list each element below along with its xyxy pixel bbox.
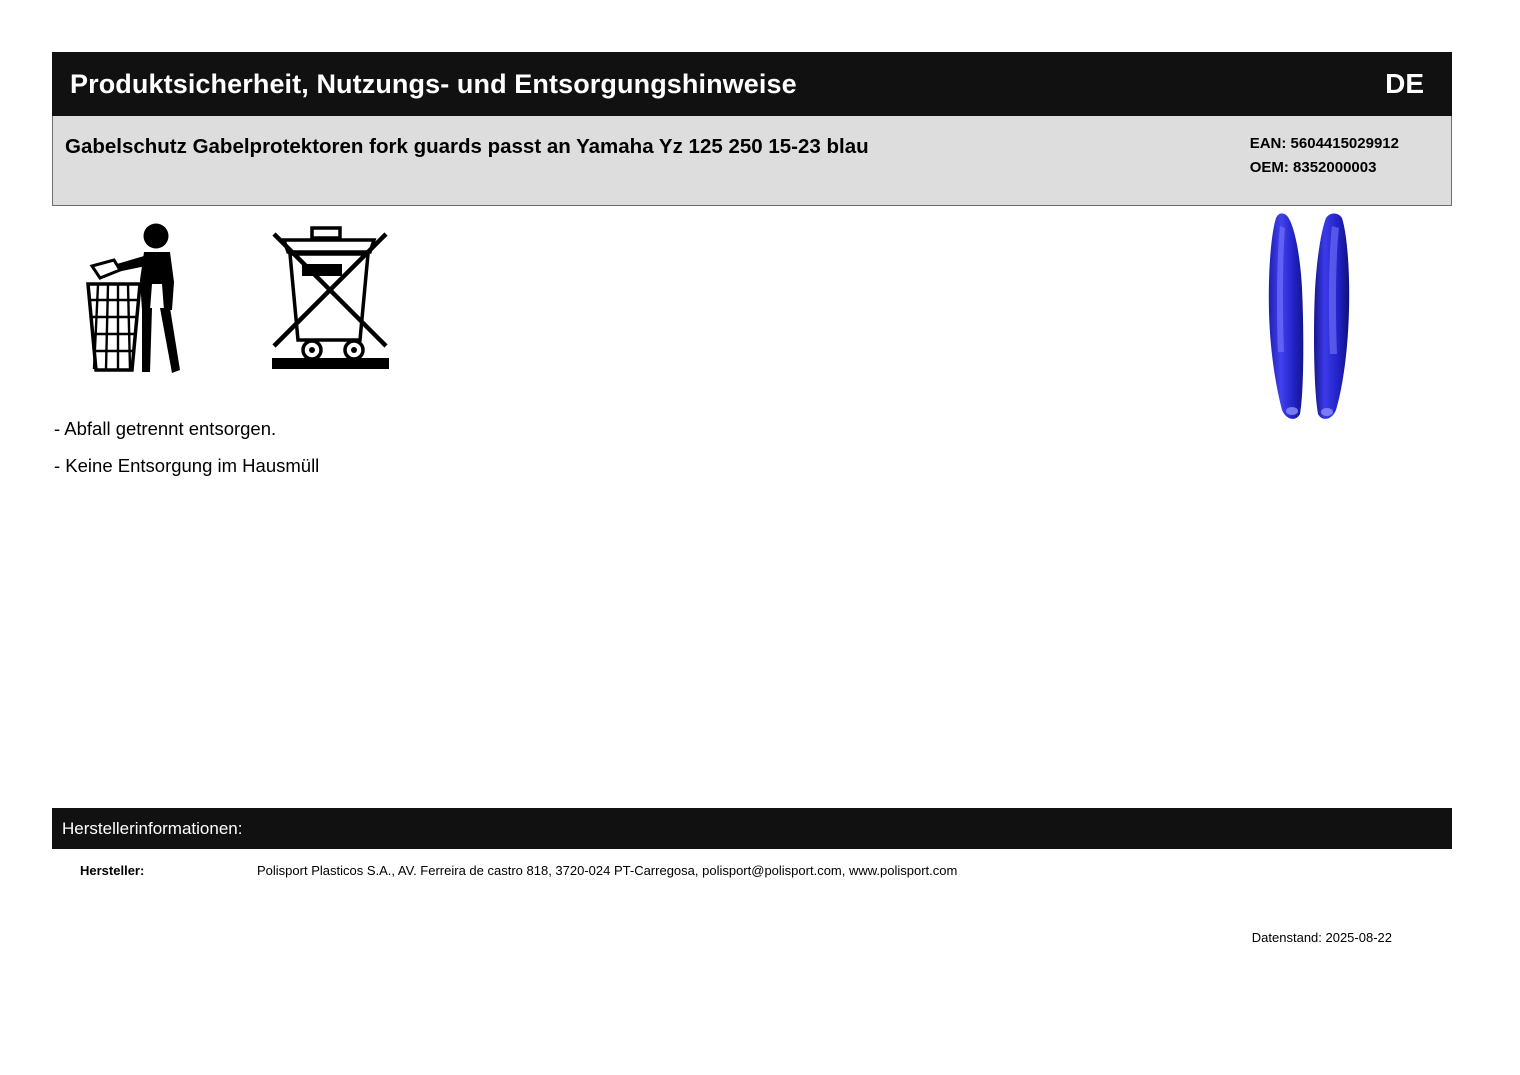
datestamp: Datenstand: 2025-08-22 bbox=[1251, 930, 1392, 945]
disposal-notes bbox=[54, 410, 754, 484]
list-item: - Keine Entsorgung im Hausmüll bbox=[54, 455, 320, 476]
product-codes bbox=[1250, 132, 1399, 180]
manufacturer-row bbox=[52, 858, 1452, 886]
manufacturer-key: Hersteller: bbox=[80, 863, 145, 878]
product-name: Gabelschutz Gabelprotektoren fork guards passt an Yamaha Yz 125 250 15-23 blau bbox=[65, 135, 869, 158]
product-header bbox=[52, 116, 1452, 206]
manufacturer-section-label: Herstellerinformationen: bbox=[62, 818, 243, 838]
litter-bin-icon bbox=[80, 222, 210, 377]
ean-code: EAN: 5604415029912 bbox=[1249, 135, 1399, 152]
page-title: Produktsicherheit, Nutzungs- und Entsorgungshinweise bbox=[70, 68, 797, 99]
fork-guards-blue-photo bbox=[1262, 212, 1382, 427]
manufacturer-section-bar bbox=[52, 808, 1452, 849]
oem-code: OEM: 8352000003 bbox=[1249, 159, 1377, 176]
list-item: - Abfall getrennt entsorgen. bbox=[54, 418, 277, 439]
weee-crossed-out-wheeled-bin-icon bbox=[268, 222, 393, 372]
language-badge: DE bbox=[1385, 68, 1424, 99]
pictogram-area bbox=[80, 222, 420, 382]
header-bar bbox=[52, 52, 1452, 116]
manufacturer-value: Polisport Plasticos S.A., AV. Ferreira de castro 818, 3720-024 PT-Carregosa, polisport@polisport.com, www.polisport.com bbox=[257, 863, 958, 878]
